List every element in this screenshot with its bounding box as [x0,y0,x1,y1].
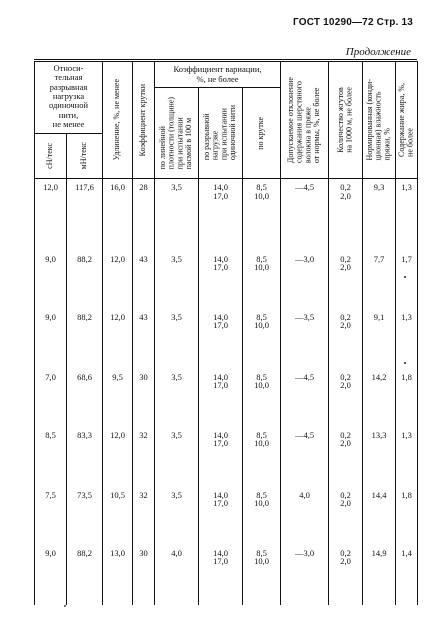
scan-speck [404,362,406,364]
cell-var-twist [243,299,281,359]
cell-knots-line: 0,2 [340,253,351,264]
cell-moisture: 9,1 [363,299,396,359]
cell-deviation: —4,5 [281,179,329,241]
cell-var-breaking-line: 17,0 [213,190,228,201]
cell-knots-line: 0,2 [340,182,351,192]
cell-mn-tex: 73,5 [67,477,103,535]
table-body [35,179,418,605]
cell-twist-coef: 43 [133,241,155,299]
col-cn-tex: сН/текс [35,134,67,179]
cell-cn-tex: 12,0 [35,179,67,241]
cell-mn-tex: 88,2 [67,241,103,299]
cell-twist-coef: 32 [133,417,155,477]
cell-var-twist [243,179,281,241]
cell-knots-line: 2,0 [340,190,351,201]
col-var-breaking: по разрывной нагрузке при испытании одиночной нити [199,88,243,179]
cell-fat: 1,4 [396,535,418,605]
cell-var-twist [243,477,281,535]
continuation-label: Продолжение [345,46,411,58]
cell-elongation: 13,0 [103,535,133,605]
cell-var-breaking [199,477,243,535]
cell-knots [329,299,363,359]
cell-var-linear: 3,5 [155,359,199,417]
cell-knots [329,241,363,299]
cell-var-breaking [199,359,243,417]
col-elongation: Удлинение, %, не менее [103,62,133,179]
cell-elongation: 12,0 [103,299,133,359]
col-var-linear: по линейной плотности (толщине) при испытании пасмой в 100 м [155,88,199,179]
cell-twist-coef: 43 [133,299,155,359]
cell-var-twist-line: 10,0 [254,320,269,331]
cell-var-breaking [199,179,243,241]
cell-knots [329,359,363,417]
cell-elongation: 12,0 [103,417,133,477]
cell-moisture: 14,9 [363,535,396,605]
cell-deviation: —3,5 [281,299,329,359]
cell-twist-coef: 30 [133,535,155,605]
cell-var-twist [243,417,281,477]
cell-fat: 1,3 [396,299,418,359]
cell-twist-coef: 28 [133,179,155,241]
cell-knots-line: 2,0 [340,556,351,567]
cell-cn-tex: 9,0 [35,535,67,605]
cell-var-twist-line: 10,0 [254,498,269,509]
cell-var-twist-line: 10,0 [254,190,269,201]
cell-deviation: 4,0 [281,477,329,535]
table-row [35,241,418,299]
cell-mn-tex: 88,2 [67,299,103,359]
cell-knots-line: 0,2 [340,429,351,440]
cell-moisture: 14,4 [363,477,396,535]
cell-moisture: 13,3 [363,417,396,477]
cell-var-breaking-line: 17,0 [213,438,228,449]
cell-twist-coef: 32 [133,477,155,535]
cell-var-breaking-line: 14,0 [213,489,228,500]
col-fat: Содержание жира, %, не более [396,62,418,179]
cell-var-breaking-line: 14,0 [213,182,228,192]
cell-knots [329,179,363,241]
cell-var-twist [243,359,281,417]
cell-var-linear: 3,5 [155,417,199,477]
table-row [35,535,418,605]
cell-moisture: 14,2 [363,359,396,417]
cell-moisture: 9,3 [363,179,396,241]
cell-knots-line: 0,2 [340,311,351,322]
cell-var-twist-line: 8,5 [256,489,267,500]
cell-var-breaking-line: 14,0 [213,311,228,322]
cell-deviation: —4,5 [281,359,329,417]
cell-var-twist [243,535,281,605]
cell-mn-tex: 88,2 [67,535,103,605]
cell-moisture: 7,7 [363,241,396,299]
cell-fat: 1,8 [396,359,418,417]
cell-var-breaking-line: 17,0 [213,380,228,391]
cell-var-twist-line: 8,5 [256,311,267,322]
cell-deviation: —3,0 [281,241,329,299]
cell-var-twist-line: 8,5 [256,371,267,382]
cell-cn-tex: 9,0 [35,299,67,359]
cell-var-twist-line: 8,5 [256,547,267,558]
cell-knots-line: 0,2 [340,547,351,558]
cell-knots-line: 2,0 [340,262,351,273]
cell-mn-tex: 117,6 [67,179,103,241]
cell-knots [329,417,363,477]
cell-var-breaking-line: 14,0 [213,547,228,558]
cell-knots [329,477,363,535]
scan-speck [64,605,66,607]
spec-table [34,61,418,605]
cell-var-twist-line: 8,5 [256,429,267,440]
cell-knots-line: 2,0 [340,320,351,331]
cell-var-breaking [199,241,243,299]
cell-var-twist-line: 10,0 [254,438,269,449]
cell-elongation: 16,0 [103,179,133,241]
cell-var-breaking-line: 14,0 [213,371,228,382]
cell-var-breaking-line: 17,0 [213,498,228,509]
cell-deviation: —3,0 [281,535,329,605]
table-row [35,179,418,241]
cell-twist-coef: 30 [133,359,155,417]
cell-fat: 1,8 [396,477,418,535]
cell-var-twist-line: 8,5 [256,182,267,192]
table-row [35,477,418,535]
cell-fat: 1,3 [396,417,418,477]
cell-mn-tex: 83,3 [67,417,103,477]
cell-var-breaking [199,299,243,359]
cell-fat: 1,3 [396,179,418,241]
col-twist-coef: Коэффициент крутки [133,62,155,179]
col-moisture: Нормированная (конди- ционная) влажность пряжи, % [363,62,396,179]
cell-cn-tex: 7,0 [35,359,67,417]
col-deviation: Допускаемое отклонение содержания шерстяного волокна в пряже от нормы, %, не более [281,62,329,179]
cell-elongation: 12,0 [103,241,133,299]
cell-knots-line: 0,2 [340,371,351,382]
col-var-twist: по крутке [243,88,281,179]
col-group-load: Относи- тельная разрывная нагрузка одиночной нити, не менее [35,62,103,134]
cell-var-breaking-line: 17,0 [213,556,228,567]
cell-var-twist-line: 10,0 [254,380,269,391]
col-mn-tex: мН/текс [67,134,103,179]
cell-var-linear: 3,5 [155,477,199,535]
cell-var-breaking-line: 14,0 [213,429,228,440]
cell-elongation: 9,5 [103,359,133,417]
cell-elongation: 10,5 [103,477,133,535]
cell-knots-line: 2,0 [340,498,351,509]
cell-knots-line: 2,0 [340,380,351,391]
cell-var-twist [243,241,281,299]
cell-var-twist-line: 10,0 [254,556,269,567]
top-rule [34,59,417,60]
cell-knots-line: 0,2 [340,489,351,500]
page-header: ГОСТ 10290—72 Стр. 13 [293,17,413,28]
table-row [35,299,418,359]
cell-fat: 1,7 [396,241,418,299]
cell-cn-tex: 7,5 [35,477,67,535]
cell-var-linear: 3,5 [155,299,199,359]
cell-var-linear: 4,0 [155,535,199,605]
cell-var-linear: 3,5 [155,179,199,241]
cell-deviation: —4,5 [281,417,329,477]
cell-var-breaking [199,417,243,477]
scan-speck [404,276,406,278]
cell-var-breaking-line: 14,0 [213,253,228,264]
cell-var-twist-line: 10,0 [254,262,269,273]
cell-knots [329,535,363,605]
cell-cn-tex: 8,5 [35,417,67,477]
cell-var-twist-line: 8,5 [256,253,267,264]
cell-var-breaking [199,535,243,605]
table-row [35,417,418,477]
cell-var-breaking-line: 17,0 [213,262,228,273]
cell-var-breaking-line: 17,0 [213,320,228,331]
cell-knots-line: 2,0 [340,438,351,449]
col-knots: Количество жгутов на 1000 м, не более [329,62,363,179]
cell-var-linear: 3,5 [155,241,199,299]
table-row [35,359,418,417]
cell-mn-tex: 68,6 [67,359,103,417]
col-group-variation: Коэффициент вариации, %, не более [155,62,281,88]
cell-cn-tex: 9,0 [35,241,67,299]
